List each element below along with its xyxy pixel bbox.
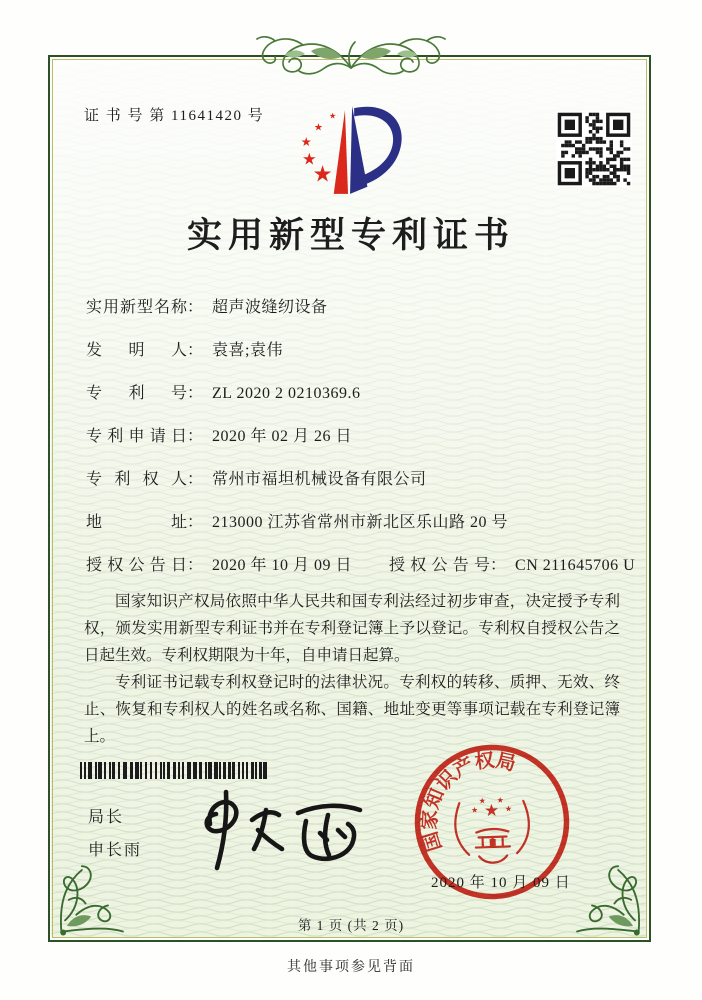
field-row-name bbox=[86, 296, 328, 320]
field-label: 专利号 bbox=[86, 385, 187, 402]
svg-text:★: ★ bbox=[478, 796, 486, 806]
field-label: 发明人 bbox=[86, 342, 187, 359]
field-label: 专利权人 bbox=[86, 471, 187, 488]
qr-code-icon bbox=[556, 111, 632, 187]
certificate-number: 证 书 号 第 11641420 号 bbox=[84, 108, 265, 124]
field-value: CN 211645706 U bbox=[515, 557, 636, 574]
field-row-grant-number bbox=[389, 554, 635, 578]
svg-text:★: ★ bbox=[312, 161, 333, 188]
svg-text:★: ★ bbox=[470, 805, 479, 815]
legal-paragraph-2: 专利证书记载专利权登记时的法律状况。专利权的转移、质押、无效、终止、恢复和专利权人的姓名或名称、国籍、地址变更等事项记载在专利登记簿上。 bbox=[84, 674, 620, 745]
field-colon: ： bbox=[187, 385, 204, 402]
page-number: 第 1 页 (共 2 页) bbox=[297, 918, 405, 933]
field-label: 授权公告号 bbox=[389, 557, 490, 574]
svg-text:★: ★ bbox=[483, 800, 500, 822]
field-value: 袁喜;袁伟 bbox=[212, 342, 283, 359]
svg-text:★: ★ bbox=[504, 804, 513, 814]
seal-ring-text: 国家知识产权局 bbox=[419, 750, 518, 854]
legal-paragraph-1: 国家知识产权局依照中华人民共和国专利法经过初步审查，决定授予专利权，颁发实用新型专利证书并在专利登记簿上予以登记。专利权自授权公告之日起生效。专利权期限为十年，自申请日起算。 bbox=[84, 593, 620, 664]
barcode bbox=[80, 762, 268, 779]
field-value: ZL 2020 2 0210369.6 bbox=[212, 385, 361, 402]
field-value: 2020 年 02 月 26 日 bbox=[212, 428, 353, 445]
certificate-title: 实用新型专利证书 bbox=[186, 216, 515, 255]
field-colon: ： bbox=[187, 299, 204, 316]
field-value: 常州市福坦机械设备有限公司 bbox=[212, 471, 427, 488]
top-flourish-ornament bbox=[251, 28, 451, 80]
cnipa-logo-icon bbox=[289, 100, 405, 202]
seal-date: 2020 年 10 月 09 日 bbox=[431, 875, 571, 891]
svg-text:★: ★ bbox=[329, 110, 337, 121]
field-colon: ： bbox=[187, 428, 204, 445]
field-row-inventor bbox=[86, 339, 283, 363]
field-label: 授权公告日 bbox=[86, 557, 187, 574]
field-colon: ： bbox=[490, 557, 507, 574]
officer-title: 局长 bbox=[88, 809, 125, 826]
svg-text:国家知识产权局 bbox=[415, 747, 521, 854]
field-label: 地址 bbox=[86, 514, 187, 531]
field-value: 213000 江苏省常州市新北区乐山路 20 号 bbox=[212, 514, 509, 531]
field-label: 实用新型名称 bbox=[86, 299, 187, 316]
field-row-address bbox=[86, 511, 508, 535]
field-row-patentee bbox=[86, 468, 427, 492]
svg-text:★: ★ bbox=[301, 149, 317, 169]
legal-text-block bbox=[84, 588, 620, 750]
field-colon: ： bbox=[187, 471, 204, 488]
field-colon: ： bbox=[187, 557, 204, 574]
field-colon: ： bbox=[187, 342, 204, 359]
svg-text:★: ★ bbox=[300, 134, 312, 149]
field-row-patent-number bbox=[86, 382, 360, 406]
svg-text:★: ★ bbox=[496, 795, 504, 805]
field-colon: ： bbox=[187, 514, 204, 531]
officer-name: 申长雨 bbox=[88, 842, 143, 859]
svg-text:★: ★ bbox=[313, 122, 324, 134]
field-value: 2020 年 10 月 09 日 bbox=[212, 557, 353, 574]
field-row-grant-date bbox=[86, 554, 352, 578]
signature-handwriting-icon bbox=[182, 786, 372, 874]
field-label: 专利申请日 bbox=[86, 428, 187, 445]
field-row-filing-date bbox=[86, 425, 352, 449]
field-value: 超声波缝纫设备 bbox=[212, 299, 328, 316]
back-side-note: 其他事项参见背面 bbox=[287, 960, 415, 975]
